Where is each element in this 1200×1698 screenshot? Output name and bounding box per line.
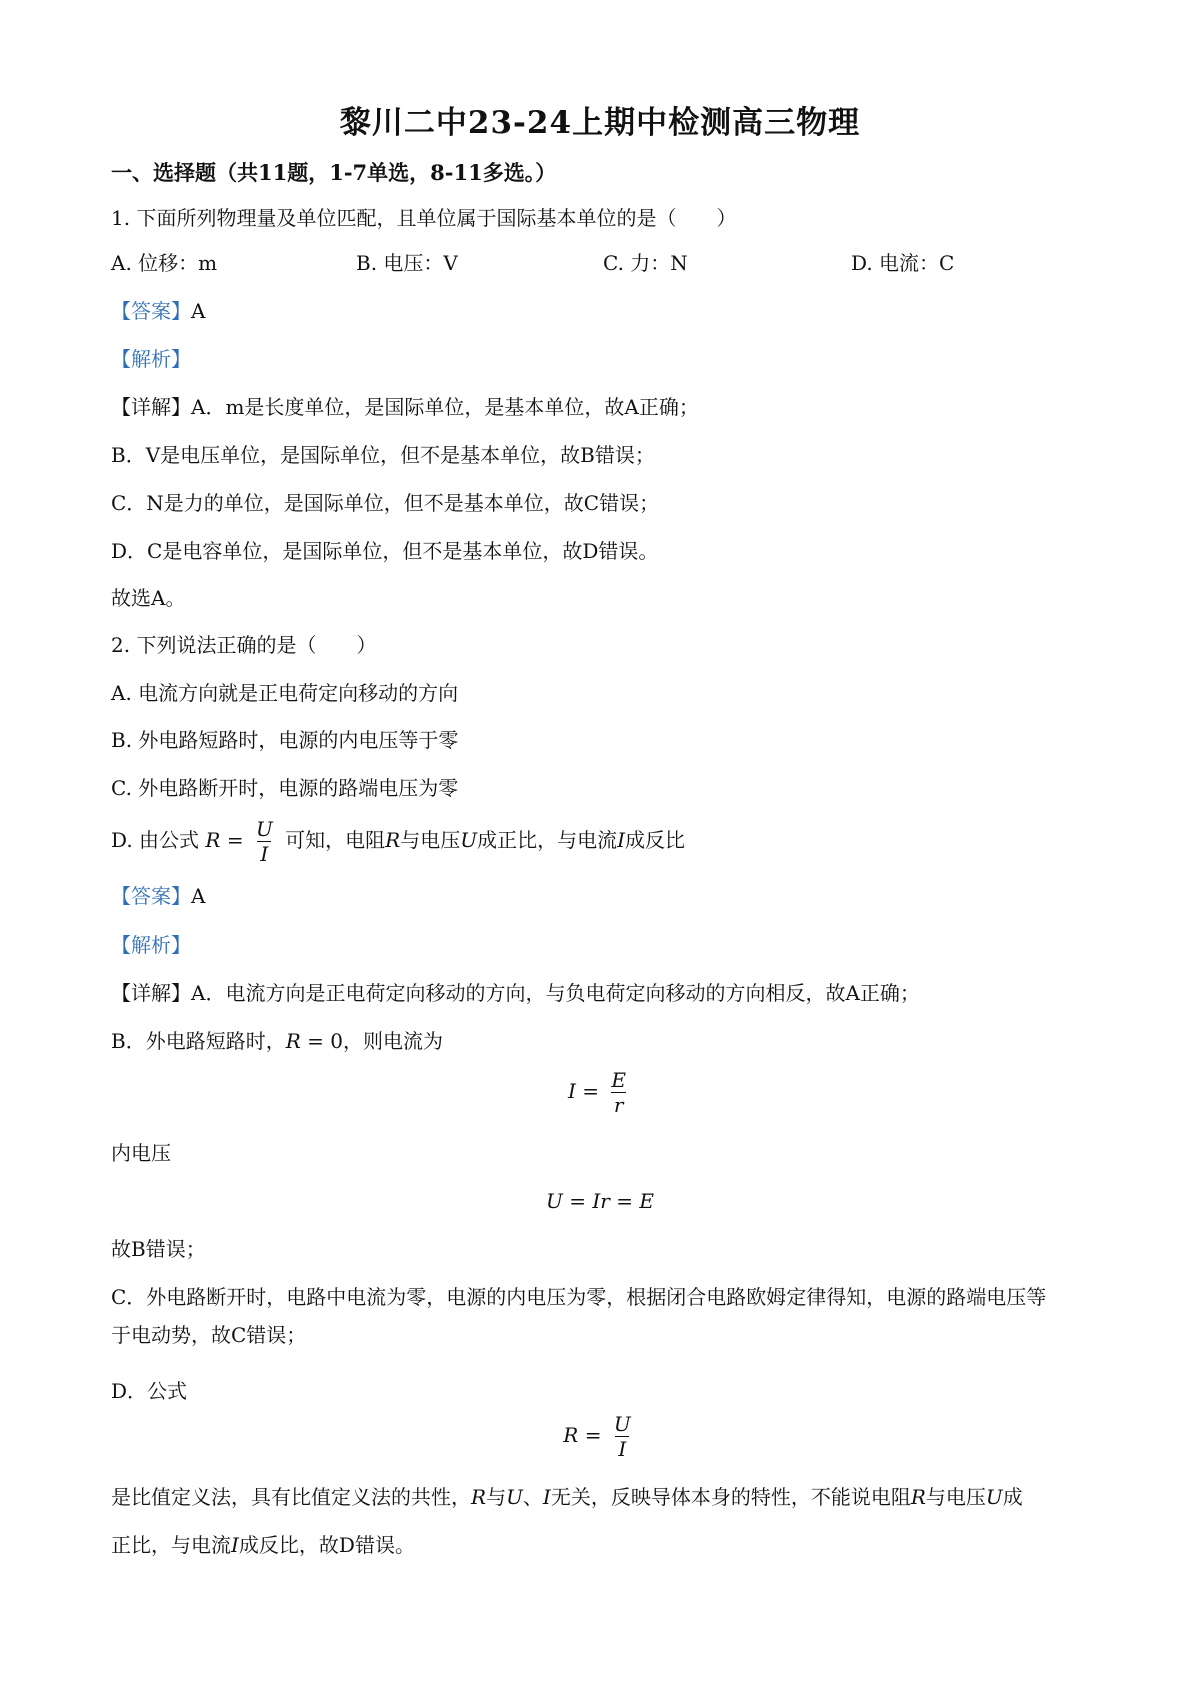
option-d-text: 与电压 [400,828,461,852]
detail-b-text: ，则电流为 [342,1029,443,1053]
q1-analysis-tag: 【解析】 [111,347,191,371]
q2-detail-c-line2: 于电动势，故C错误； [111,1323,307,1347]
section-heading: 一、选择题（共11题，1-7单选，8-11多选。） [111,160,557,185]
q2-detail-c-line1: C．外电路断开时，电路中电流为零，电源的内电压为零，根据闭合电路欧姆定律得知，电源的路端电压等 [111,1285,1047,1309]
formula-var-r: R [205,828,221,852]
var-i: I [568,1079,576,1103]
q1-detail-line: D．C是电容单位，是国际单位，但不是基本单位，故D错误。 [111,539,659,563]
var-r: R [385,828,401,852]
var-r: R [471,1485,487,1509]
detail-text: 正比，与电流 [111,1533,231,1557]
q1-option-c: C. 力：N [603,251,688,275]
page-title: 黎川二中23-24上期中检测高三物理 [339,105,861,141]
formula-equals: = [584,1423,602,1447]
var-u: U [506,1485,523,1509]
q2-answer [111,883,205,909]
var-r: R [285,1029,301,1053]
answer-tag: 【答案】 [111,299,191,323]
var-ir: Ir [592,1189,610,1213]
q1-detail-line: C．N是力的单位，是国际单位，但不是基本单位，故C错误； [111,491,660,515]
q1-option-b: B. 电压：V [356,251,458,275]
equation-voltage [0,1188,1200,1214]
answer-value: A [191,299,206,323]
var-r: R [910,1485,926,1509]
fraction-denominator: I [615,1436,629,1461]
var-r: R [563,1423,579,1447]
detail-text: 是比值定义法，具有比值定义法的共性， [111,1485,471,1509]
q1-detail-line: 【详解】A．m是长度单位，是国际单位，是基本单位，故A正确； [111,395,699,419]
detail-text: 无关，反映导体本身的特性，不能说电阻 [550,1485,911,1509]
formula-equals: = [582,1079,600,1103]
detail-text: 与 [486,1485,507,1509]
inner-voltage-label: 内电压 [111,1141,171,1165]
var-i: I [617,828,625,852]
q2-detail-d-label: D．公式 [111,1379,188,1403]
equation-resistance [0,1410,1200,1461]
option-d-text: 成反比 [625,828,685,852]
q1-detail-line: B．V是电压单位，是国际单位，但不是基本单位，故B错误； [111,443,655,467]
answer-value: A [191,884,206,908]
q2-option-a: A. 电流方向就是正电荷定向移动的方向 [111,681,459,705]
q2-detail-d-line2 [111,1532,415,1558]
q2-detail-a: 【详解】A．电流方向是正电荷定向移动的方向，与负电荷定向移动的方向相反，故A正确； [111,981,920,1005]
option-d-text: 成正比，与电流 [477,828,618,852]
formula-equals: = [616,1189,633,1213]
option-d-prefix: D. 由公式 [111,828,200,852]
q2-detail-b [111,1028,443,1054]
var-i: I [542,1485,551,1509]
fraction-numerator: U [613,1412,631,1436]
var-u: U [546,1189,563,1213]
detail-text: 成 [1002,1485,1023,1509]
formula-fraction [611,1412,634,1461]
option-d-text: 可知，电阻 [285,828,386,852]
detail-b-text: B．外电路短路时， [111,1029,286,1053]
fraction-numerator: E [611,1068,626,1092]
q1-conclusion: 故选A。 [111,586,186,610]
q1-option-d: D. 电流：C [851,251,955,275]
detail-text: 与电压 [925,1485,986,1509]
q2-option-d [111,815,685,866]
formula-equals: = [569,1189,587,1213]
question-2-stem: 2. 下列说法正确的是（ ） [111,633,377,657]
var-e: E [639,1189,654,1213]
equation-current [0,1066,1200,1117]
formula-fraction [608,1068,629,1117]
detail-text: 成反比，故D错误。 [238,1533,415,1557]
q2-option-c: C. 外电路断开时，电源的路端电压为零 [111,776,459,800]
var-u: U [985,1485,1003,1509]
fraction-denominator: r [611,1092,627,1117]
formula-fraction [253,817,276,866]
fraction-numerator: U [255,817,273,841]
formula-equals: = [226,828,244,852]
var-u: U [460,828,478,852]
var-i: I [231,1533,239,1557]
fraction-denominator: I [257,841,271,866]
q2-b-conclusion: 故B错误； [111,1237,206,1261]
q2-option-b: B. 外电路短路时，电源的内电压等于零 [111,728,459,752]
answer-tag: 【答案】 [111,884,191,908]
condition-value: = 0 [307,1029,343,1053]
detail-text: 、 [522,1485,543,1509]
q1-answer [111,298,205,324]
q2-analysis-tag: 【解析】 [111,933,191,957]
q1-option-a: A. 位移：m [111,251,218,275]
q2-detail-d-line1 [111,1484,1023,1510]
question-1-stem: 1. 下面所列物理量及单位匹配，且单位属于国际基本单位的是（ ） [111,206,737,230]
